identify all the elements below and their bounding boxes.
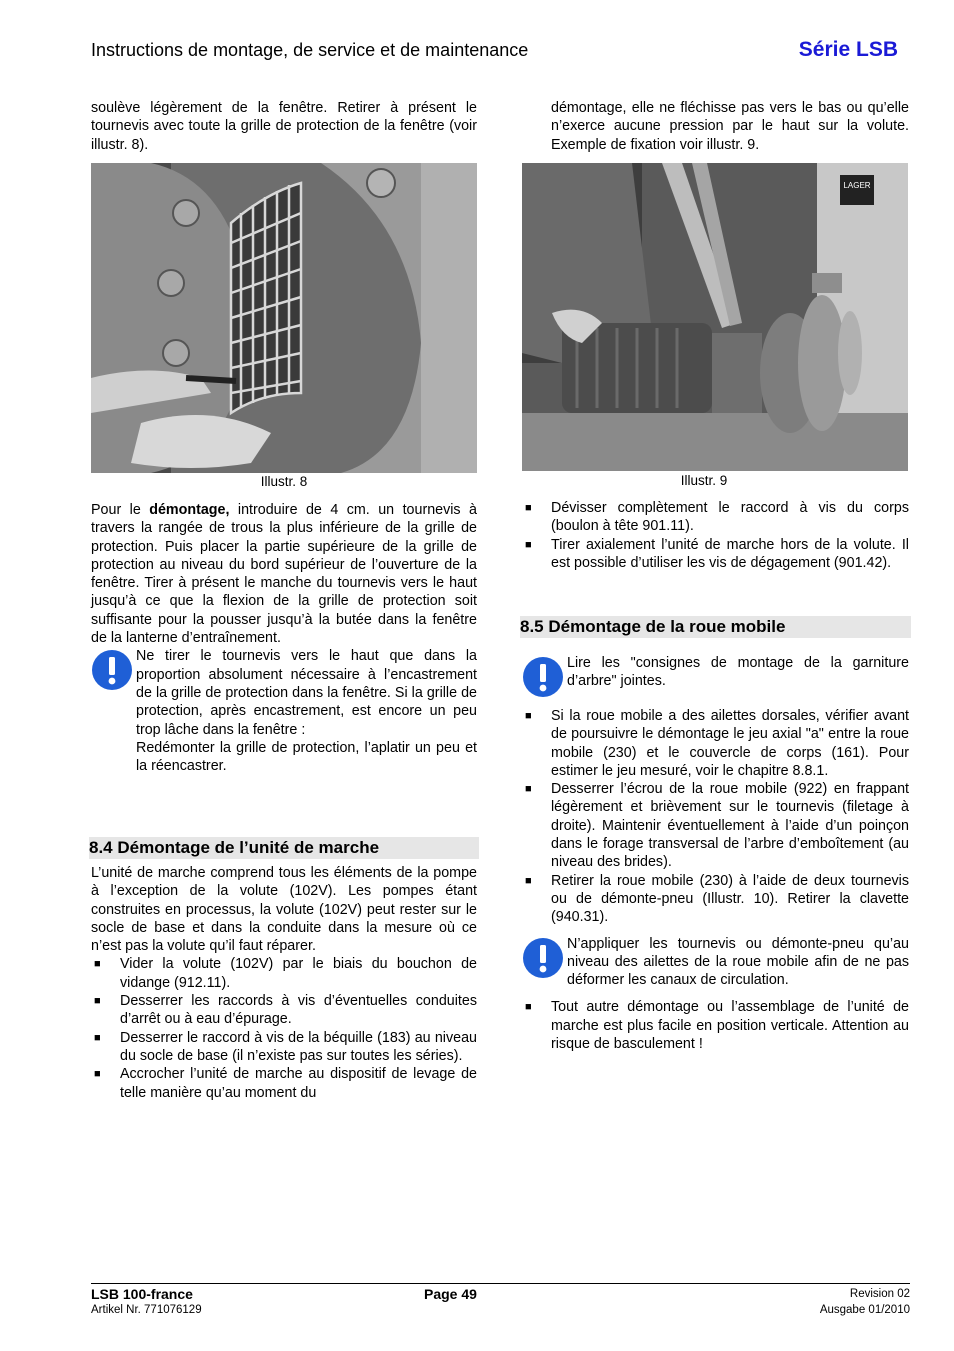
square-bullet-icon: ■ [94, 1068, 101, 1081]
section-8-5-body [522, 654, 909, 1053]
square-bullet-icon: ■ [525, 783, 532, 796]
square-bullet-icon: ■ [525, 1001, 532, 1014]
demontage-paragraph [91, 501, 477, 647]
footer-doc-id: LSB 100-france [91, 1286, 193, 1302]
notice-box-garniture [522, 654, 909, 698]
footer-issue: Ausgabe 01/2010 [819, 1304, 910, 1316]
list-item: ■ Desserrer l’écrou de la roue mobile (922) en frappant légèrement et brièvement sur le tournevis (filetage à droite). Maintenir éventuellement à l’aide d’un poinçon dans le forage transversal de l’arbre d’emboîtement (au niveau des brides). [525, 781, 909, 871]
section-8-4-body [91, 864, 477, 1102]
section-8-4-paragraph: L’unité de marche comprend tous les éléments de la pompe à l’exception de la volute (102V). Les pompes étant construites en processus, la volute (102V) peut rester sur le socle de base et dans la conduite dans la mesure où ce n’est pas la volute qu’il faut réparer. [91, 865, 477, 955]
right-intro-block [551, 99, 909, 154]
exclamation-icon [91, 649, 133, 691]
square-bullet-icon: ■ [525, 502, 532, 514]
list-item: ■ Retirer la roue mobile (230) à l’aide de deux tournevis ou de démonte-pneu (Illustr. 10). Retirer la clavette (940.31). [525, 872, 909, 926]
footer-article-number: Artikel Nr. 771076129 [91, 1304, 202, 1316]
square-bullet-icon: ■ [94, 958, 101, 971]
left-intro-text: soulève légèrement de la fenêtre. Retirer à présent le tournevis avec toute la grille de protection de la fenêtre (voir illustr. 8). [91, 100, 477, 153]
list-item: ■ Accrocher l’unité de marche au dispositif de levage de telle manière qu’au moment du [94, 1066, 477, 1101]
header-title: Instructions de montage, de service et de maintenance [91, 40, 529, 60]
footer-revision: Revision 02 [849, 1288, 910, 1300]
list-item: ■ Tout autre démontage ou l’assemblage de l’unité de marche est plus facile en position verticale. Attention au risque de basculement ! [525, 999, 909, 1053]
caption-illustr-9: Illustr. 9 [680, 473, 728, 488]
notice-garniture-text: Lire les "consignes de montage de la garniture d’arbre" jointes. [567, 655, 909, 690]
illustration-9-photo [522, 163, 908, 471]
pump-lifting-image [522, 163, 908, 471]
caption-illustr-8: Illustr. 8 [260, 474, 308, 489]
section-8-5-heading: 8.5 Démontage de la roue mobile [520, 616, 911, 638]
section-8-4-heading: 8.4 Démontage de l’unité de marche [89, 837, 479, 859]
exclamation-icon [522, 656, 564, 698]
para-rest: introduire de 4 cm. un tournevis à travers la rangée de trous la plus inférieure de la grille de protection. Puis placer la partie supérieure de la grille de protection au niveau du bord supérieur de l’ouverture de la fenêtre. Tirer à présent le manche du tournevis vers le haut jusqu’à ce que la flexion de la grille de protection soit suffisante pour la pousser jusqu’à la butée dans la fenêtre de la lanterne d’entraînement. [91, 502, 477, 647]
para-prefix: Pour le [91, 502, 150, 518]
left-intro-block [91, 99, 477, 154]
list-item: ■ Desserrer le raccord à vis de la béquille (183) au niveau du socle de base (il n’existe pas sur toutes les séries). [94, 1029, 477, 1064]
series-title: Série LSB [798, 38, 898, 61]
notice-box-grille [91, 647, 477, 775]
notice-box-ailettes [522, 935, 909, 990]
square-bullet-icon: ■ [525, 710, 532, 722]
right-intro-text: démontage, elle ne fléchisse pas vers le bas ou qu’elle n’exerce aucune pression par le haut sur la volute. Exemple de fixation voir illustr. 9. [551, 100, 909, 153]
notice-grille-text-1: Ne tirer le tournevis vers le haut que dans la proportion absolument nécessaire à l’encastrement de la grille de protection dans la fenêtre. Si la grille de protection, après encastrement, est encore un peu trop lâche dans la fenêtre : [136, 648, 477, 738]
list-item: ■ Desserrer les raccords à vis d’éventuelles conduites d’arrêt ou à eau d’épurage. [94, 993, 477, 1028]
square-bullet-icon: ■ [94, 1031, 101, 1044]
list-item: ■ Vider la volute (102V) par le biais du bouchon de vidange (912.11). [94, 956, 477, 991]
square-bullet-icon: ■ [94, 995, 101, 1008]
square-bullet-icon: ■ [525, 874, 532, 887]
list-item: ■ Dévisser complètement le raccord à vis du corps (boulon à tête 901.11). [525, 500, 909, 535]
footer-page-number: Page 49 [424, 1286, 477, 1302]
right-list-2 [522, 707, 909, 927]
exclamation-icon [522, 937, 564, 979]
list-item: ■ Tirer axialement l’unité de marche hors de la volute. Il est possible d’utiliser les vis de dégagement (901.42). [525, 536, 909, 571]
list-item: ■ Si la roue mobile a des ailettes dorsales, vérifier avant de poursuivre le démontage le jeu axial "a" entre la roue mobile (230) et le couvercle de corps (161). Pour estimer le jeu mesuré, voir le chapitre 8.8.1. [525, 708, 909, 779]
right-list-3 [522, 998, 909, 1053]
square-bullet-icon: ■ [525, 538, 532, 551]
demontage-paragraph-block [91, 501, 477, 775]
footer-divider [91, 1283, 910, 1284]
notice-ailettes-text: N’appliquer les tournevis ou démonte-pneu qu’au niveau des ailettes de la roue mobile afin de ne pas déformer les canaux de circulation. [567, 935, 909, 989]
right-bullets-1-block [522, 499, 909, 572]
illustration-8-photo [91, 163, 477, 473]
pump-grille-image [91, 163, 477, 473]
right-list-1 [522, 499, 909, 572]
lager-sign-text: LAGER [843, 181, 871, 190]
notice-grille-text-2: Redémonter la grille de protection, l’aplatir un peu et la réencastrer. [136, 739, 477, 775]
section-8-4-list [91, 955, 477, 1101]
para-bold: démontage, [149, 502, 230, 518]
